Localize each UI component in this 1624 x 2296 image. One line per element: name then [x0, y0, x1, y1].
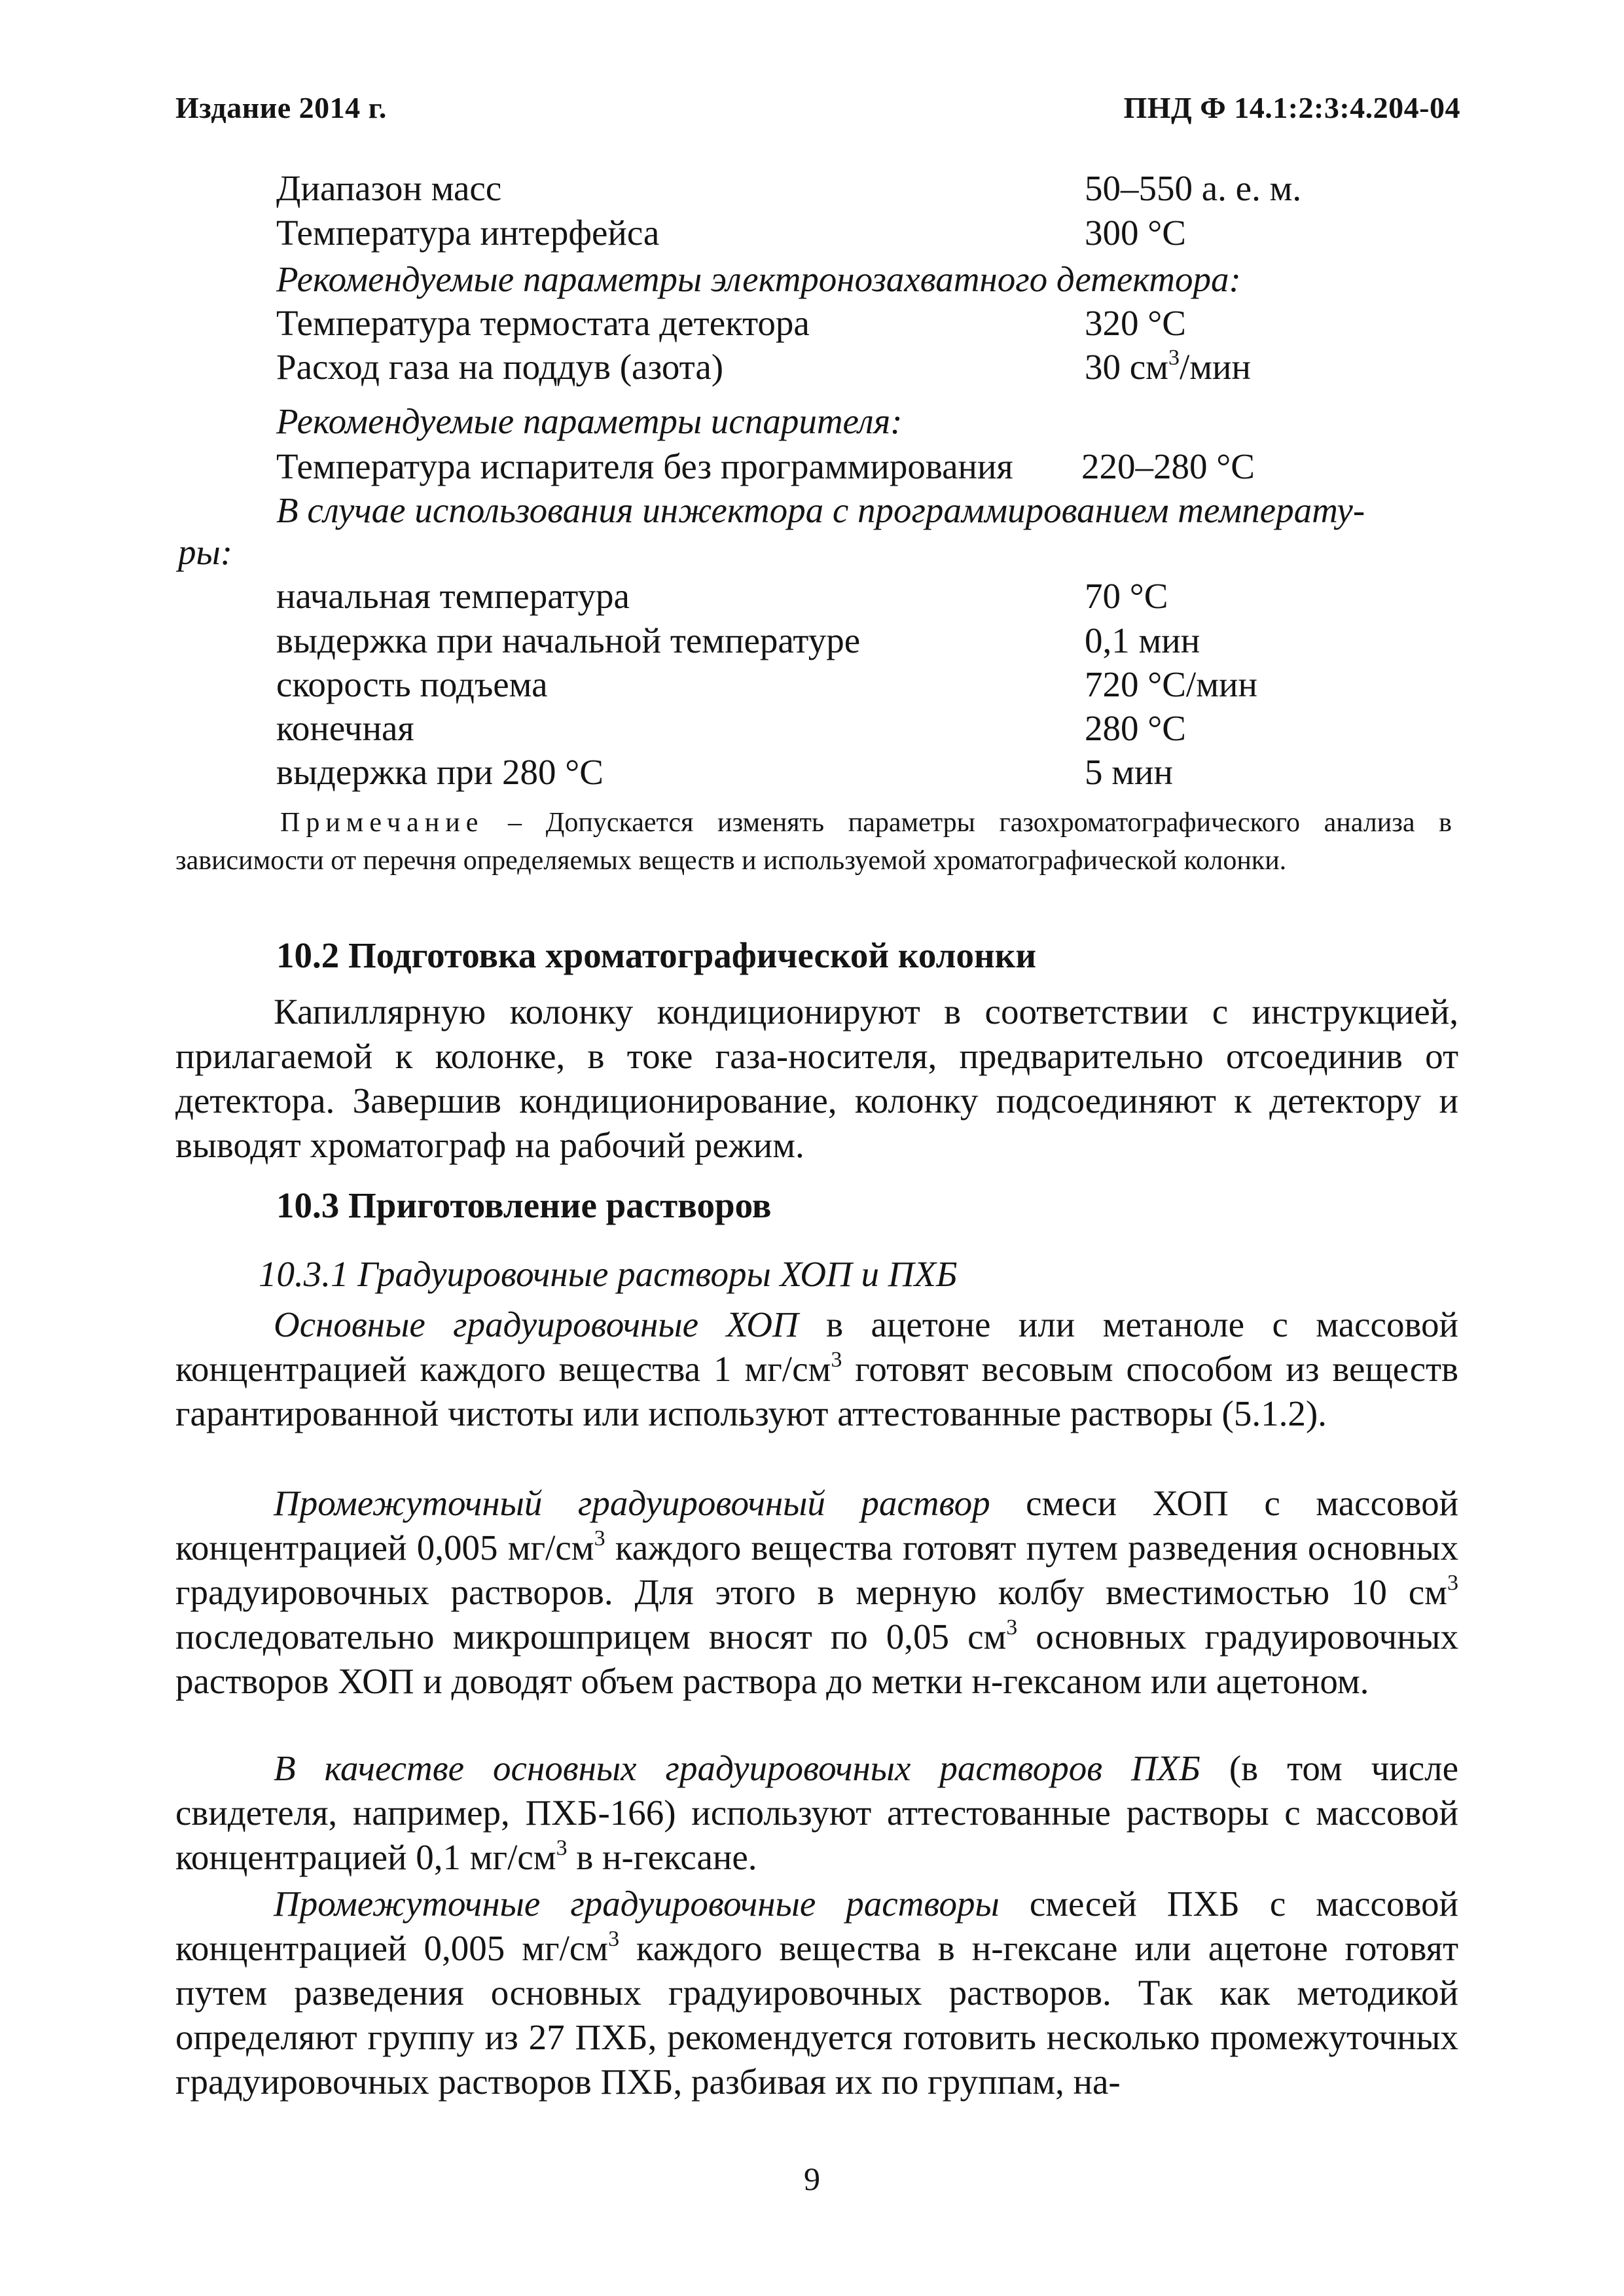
- param-row: [276, 445, 1255, 488]
- ecd-params-heading: Рекомендуемые параметры электронозахватного детектора:: [276, 259, 1241, 299]
- param-label: конечная: [276, 708, 414, 748]
- param-value: 30 $см^3$/мин: [1085, 346, 1251, 387]
- param-row: [276, 751, 1173, 794]
- edition-label: Издание 2014 г.: [175, 91, 387, 124]
- section-10-2-text: Капиллярную колонку кондиционируют в соответствии с инструкцией, прилагаемой к колонке, в токе газа-носителя, предварительно отсоединив от детектора. Завершив кондиционирование, колонку подсоединяют к детектору и выводят хроматограф на рабочий режим.: [175, 992, 1458, 1165]
- param-label: Температура интерфейса: [276, 213, 660, 253]
- param-label: начальная температура: [276, 576, 630, 616]
- paragraph-basic-ohp: Основные градуировочные ХОП в ацетоне или метаноле с массовой концентрацией каждого вещества 1 $мг/см^3$ готовят весовым способом из веществ гарантированной чистоты или используют аттестованные растворы (5.1.2).: [175, 1304, 1458, 1433]
- param-value: 300 °С: [1085, 213, 1186, 253]
- param-row: [276, 302, 1186, 345]
- paragraph-intermediate-pcb: Промежуточные градуировочные растворы смесей ПХБ с массовой концентрацией 0,005 $мг/см^3$ каждого вещества в н-гексане или ацетоне готовят путем разведения основных градуировочных растворов. Так как методикой определяют группу из 27 ПХБ, рекомендуется готовить несколько промежуточных градуировочных растворов ПХБ, разбивая их по группам, на-: [175, 1884, 1458, 2102]
- page-number: 9: [804, 2161, 820, 2197]
- note-label: Примечание: [280, 808, 484, 838]
- note-paragraph: [175, 804, 1452, 880]
- param-value: 70 °С: [1085, 576, 1168, 616]
- paragraph-intermediate-ohp: Промежуточный градуировочный раствор смеси ХОП с массовой концентрацией 0,005 $мг/см^3$ каждого вещества готовят путем разведения основных градуировочных растворов. Для этого в мерную колбу вместимостью 10 $см^3$ последовательно микрошприцем вносят по 0,05 $см^3$ основных градуировочных растворов ХОП и доводят объем раствора до метки н-гексаном или ацетоном.: [175, 1483, 1459, 1701]
- param-label: скорость подъема: [276, 664, 548, 704]
- param-value: 0,1 мин: [1085, 620, 1200, 660]
- param-row: [276, 346, 1251, 389]
- section-10-3-title: 10.3 Приготовление растворов: [276, 1185, 772, 1225]
- param-value: 720 °С/мин: [1085, 664, 1257, 704]
- param-value: 5 мин: [1085, 752, 1173, 792]
- param-row: [276, 707, 1186, 750]
- param-value: 320 °С: [1085, 303, 1186, 343]
- param-row: [276, 211, 1186, 255]
- paragraph-basic-pcb: В качестве основных градуировочных растворов ПХБ (в том числе свидетеля, например, ПХБ-166) используют аттестованные растворы с массовой концентрацией 0,1 $мг/см^3$ в н-гексане.: [175, 1748, 1459, 1877]
- injector-heading-end: ры:: [178, 532, 233, 572]
- section-10-2-title: 10.2 Подготовка хроматографической колонки: [276, 935, 1037, 975]
- subsection-10-3-1-title: 10.3.1 Градуировочные растворы ХОП и ПХБ: [259, 1254, 958, 1294]
- note-text: – Допускается изменять параметры газохроматографического анализа в зависимости от перечня определяемых веществ и используемой хроматографической колонки.: [175, 808, 1452, 876]
- param-label: Диапазон масс: [276, 168, 502, 208]
- document-code: ПНД Ф 14.1:2:3:4.204-04: [1123, 91, 1460, 124]
- param-label: Температура термостата детектора: [276, 303, 810, 343]
- param-row: [276, 575, 1168, 618]
- param-label: выдержка при 280 °С: [276, 752, 604, 792]
- param-value: 220–280 °С: [1081, 446, 1255, 486]
- param-row: [276, 619, 1200, 662]
- param-label: Температура испарителя без программирования: [276, 446, 1013, 486]
- param-value: 50–550 а. е. м.: [1085, 168, 1302, 208]
- param-label: выдержка при начальной температуре: [276, 620, 861, 660]
- param-row: [276, 663, 1257, 706]
- param-row: [276, 167, 1302, 210]
- param-value: 280 °С: [1085, 708, 1186, 748]
- evaporator-params-heading: Рекомендуемые параметры испарителя:: [276, 401, 903, 441]
- param-label: Расход газа на поддув (азота): [276, 347, 724, 387]
- injector-heading: В случае использования инжектора с программированием температу-: [276, 490, 1365, 530]
